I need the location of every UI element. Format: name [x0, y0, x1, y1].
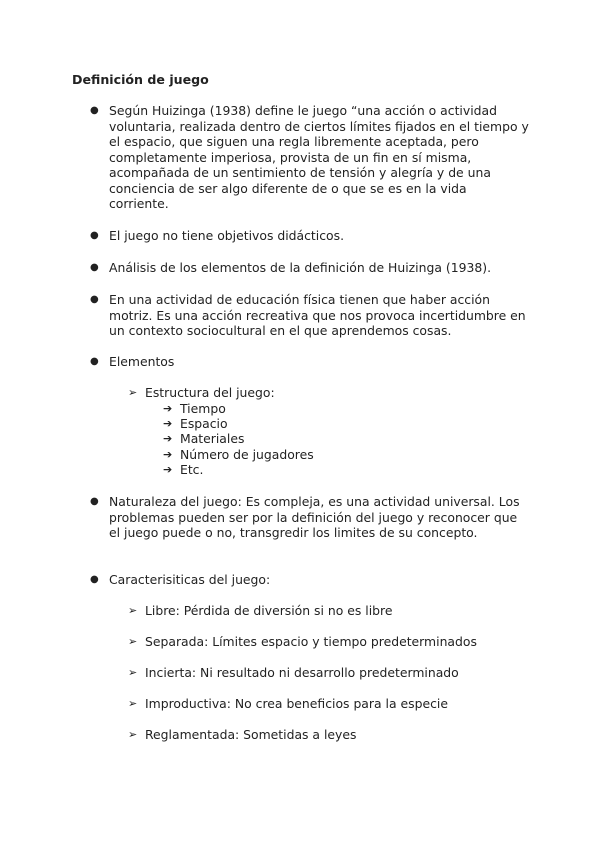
- sub-sub-list-item: [163, 416, 463, 432]
- list-item: [90, 494, 530, 541]
- sub-list-item-text: Reglamentada: Sometidas a leyes: [145, 727, 357, 742]
- arrowhead-icon: ➢: [128, 635, 138, 648]
- sub-sub-list-item: [163, 431, 463, 447]
- list-item: [90, 354, 530, 370]
- sub-sub-list-item: [163, 401, 463, 417]
- list-item: [90, 260, 530, 276]
- sub-list-item: [128, 727, 528, 743]
- list-item: [90, 228, 530, 244]
- list-item-text: Elementos: [109, 354, 175, 369]
- bullet-dot-icon: ●: [90, 230, 99, 241]
- list-item-text: Análisis de los elementos de la definición de Huizinga (1938).: [109, 260, 492, 275]
- sub-list-item-text: Separada: Límites espacio y tiempo predeterminados: [145, 634, 477, 649]
- sub-sub-list-item-text: Etc.: [180, 462, 204, 477]
- sub-list-item: [128, 665, 528, 681]
- sub-list-item-text: Libre: Pérdida de diversión si no es libre: [145, 603, 393, 618]
- arrow-right-icon: ➔: [163, 417, 173, 430]
- arrowhead-icon: ➢: [128, 604, 138, 617]
- arrow-right-icon: ➔: [163, 402, 173, 415]
- sub-sub-list-item: [163, 462, 463, 478]
- sub-sub-list-item: [163, 447, 463, 463]
- bullet-dot-icon: ●: [90, 356, 99, 367]
- list-item-text: Según Huizinga (1938) define le juego “una acción o actividad voluntaria, realizada dentro de ciertos límites fijados en el tiempo y el espacio, que siguen una regla libremente aceptada, pero completamente imperiosa, provista de un fin en sí misma, acompañada de un sentimiento de tensión y alegría y de una conciencia de ser algo diferente de o que se es en la vida corriente.: [109, 103, 529, 211]
- list-item-text: En una actividad de educación física tienen que haber acción motriz. Es una acción recreativa que nos provoca incertidumbre en un contexto sociocultural en el que aprendemos cosas.: [109, 292, 526, 338]
- arrow-right-icon: ➔: [163, 448, 173, 461]
- sub-list-item: [128, 634, 528, 650]
- arrow-right-icon: ➔: [163, 432, 173, 445]
- sub-list-item-text: Estructura del juego:: [145, 385, 275, 400]
- sub-list-item-text: Improductiva: No crea beneficios para la especie: [145, 696, 448, 711]
- arrowhead-icon: ➢: [128, 666, 138, 679]
- list-item: [90, 572, 530, 588]
- bullet-dot-icon: ●: [90, 105, 99, 116]
- bullet-dot-icon: ●: [90, 496, 99, 507]
- sub-list-item-text: Incierta: Ni resultado ni desarrollo predeterminado: [145, 665, 459, 680]
- bullet-dot-icon: ●: [90, 262, 99, 273]
- list-item: [90, 292, 530, 339]
- sub-sub-list-item-text: Número de jugadores: [180, 447, 314, 462]
- sub-list-item: [128, 385, 528, 401]
- document-title: Definición de juego: [72, 72, 209, 87]
- list-item: [90, 103, 530, 212]
- sub-list-item: [128, 696, 528, 712]
- arrowhead-icon: ➢: [128, 728, 138, 741]
- arrow-right-icon: ➔: [163, 463, 173, 476]
- sub-sub-list-item-text: Espacio: [180, 416, 228, 431]
- list-item-text: Caracterisiticas del juego:: [109, 572, 271, 587]
- arrowhead-icon: ➢: [128, 386, 138, 399]
- bullet-dot-icon: ●: [90, 574, 99, 585]
- sub-list-item: [128, 603, 528, 619]
- list-item-text: Naturaleza del juego: Es compleja, es una actividad universal. Los problemas pueden ser por la definición del juego y reconocer que el juego puede o no, transgredir los limites de su concepto.: [109, 494, 520, 540]
- bullet-dot-icon: ●: [90, 294, 99, 305]
- list-item-text: El juego no tiene objetivos didácticos.: [109, 228, 345, 243]
- sub-sub-list-item-text: Tiempo: [180, 401, 226, 416]
- arrowhead-icon: ➢: [128, 697, 138, 710]
- sub-sub-list-item-text: Materiales: [180, 431, 245, 446]
